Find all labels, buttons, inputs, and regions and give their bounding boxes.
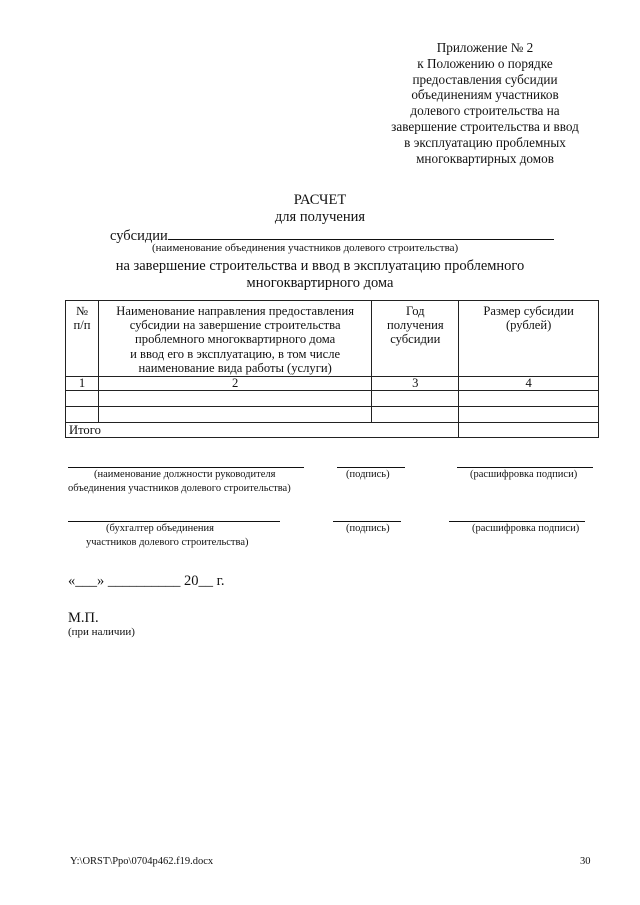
organization-name-field [168,227,554,240]
document-title: РАСЧЕТ [293,192,347,208]
subsidy-label: субсидии [110,228,168,244]
total-label: Итого [66,423,459,438]
head-position-caption-2: объединения участников долевого строительства) [68,483,291,494]
appendix-block [370,40,600,166]
table-header-row [66,301,599,377]
accountant-signature-caption: (подпись) [346,523,390,534]
header-amount: Размер субсидии (рублей) [459,301,599,377]
head-position-caption-1: (наименование должности руководителя [94,469,276,480]
table-cell [459,407,599,423]
column-number-row [66,377,599,391]
table-cell [98,407,371,423]
stamp-label: М.П. [68,610,99,626]
page-number: 30 [580,856,591,867]
head-signature-line [337,467,405,468]
appendix-line: в эксплуатацию проблемных [404,134,566,150]
total-value [459,423,599,438]
accountant-decoding-caption: (расшифровка подписи) [472,523,580,534]
table-cell [372,407,459,423]
table-row [66,391,599,407]
table-row [66,407,599,423]
appendix-line: предоставления субсидии [412,71,558,87]
appendix-line: Приложение № 2 [436,40,534,55]
appendix-line: объединениям участников [411,87,559,103]
table-cell [459,391,599,407]
column-number: 4 [459,377,599,391]
head-position-line [68,467,304,468]
accountant-signature-line [333,521,401,522]
appendix-line: к Положению о порядке [417,55,553,71]
total-row [66,423,599,438]
column-number: 3 [372,377,459,391]
column-number: 1 [66,377,99,391]
head-signature-caption: (подпись) [346,469,390,480]
header-direction-name: Наименование направления предоставления субсидии на завершение строительства проблемного многоквартирного дома и ввод его в эксплуатацию, в том числе наименование вида работы (услуги) [98,301,371,377]
date-line: «___» __________ 20__ г. [68,573,225,589]
title-line-3: многоквартирного дома [246,275,394,291]
stamp-note: (при наличии) [68,626,135,638]
file-path: Y:\ORST\Ppo\0704p462.f19.docx [70,856,214,867]
title-line-2: на завершение строительства и ввод в эксплуатацию проблемного [115,258,525,274]
calculation-table [65,300,599,438]
column-number: 2 [98,377,371,391]
head-decoding-caption: (расшифровка подписи) [470,469,578,480]
title-line-1: для получения [274,209,366,225]
head-decoding-line [457,467,593,468]
table-cell [66,391,99,407]
header-number: № п/п [66,301,99,377]
table-cell [98,391,371,407]
accountant-caption-2: участников долевого строительства) [86,537,249,548]
accountant-position-line [68,521,280,522]
table-cell [66,407,99,423]
appendix-line: завершение строительства и ввод [391,118,579,134]
appendix-line: многоквартирных домов [416,150,554,166]
appendix-line: долевого строительства на [410,103,560,119]
header-year: Год получения субсидии [372,301,459,377]
accountant-caption-1: (бухгалтер объединения [106,523,214,534]
subsidy-caption: (наименование объединения участников долевого строительства) [152,242,459,254]
table-cell [372,391,459,407]
accountant-decoding-line [449,521,585,522]
